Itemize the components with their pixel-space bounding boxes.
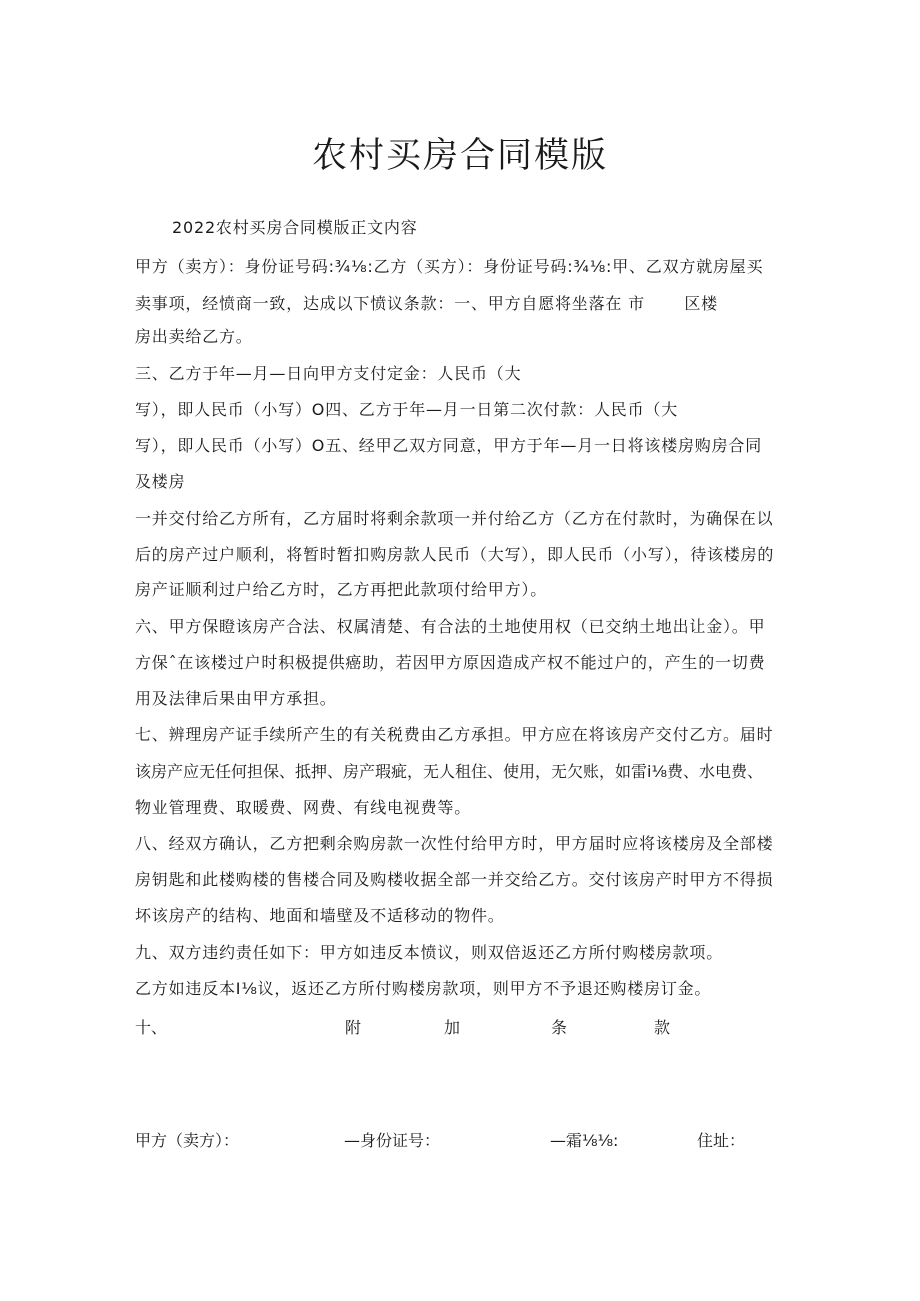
body-line: 房钥匙和此楼购楼的售楼合同及购楼收据全部一并交给乙方。交付该房产时甲方不得损 (135, 870, 774, 889)
body-line: 方保ˆ在该楼过户时积极提供癌助，若因甲方原因造成产权不能过户的，产生的一切费 (135, 653, 766, 672)
body-line: 房出卖给乙方。 (135, 327, 253, 346)
body-line: 八、经双方确认，乙方把剩余购房款一次性付给甲方时，甲方届时应将该楼房及全部楼 (135, 834, 774, 853)
body-line: 写），即人民币（小写）O四、乙方于年—月一日第二次付款：人民币（大 (135, 400, 678, 419)
body-line: 用及法律后果由甲方承担。 (135, 689, 337, 708)
party-a-label: 甲方（卖方）： (135, 1131, 240, 1150)
body-line: 六、甲方保瞪该房产合法、权属清楚、有合法的土地使用权（已交纳土地出让金）。甲 (135, 617, 766, 636)
body-line: 坏该房产的结构、地面和墙壁及不适移动的物件。 (135, 906, 505, 925)
signature-line (0, 1128, 920, 1152)
body-line: 房产证顺利过户给乙方时，乙方再把此款项付给甲方）。 (135, 580, 548, 599)
body-line: 三、乙方于年—月—日向甲方支付定金：人民币（大 (135, 364, 522, 383)
body-line: 九、双方违约责任如下：甲方如违反本愤议，则双倍返还乙方所付购楼房款项。 (135, 943, 724, 962)
body-line: 七、辨理房产证手续所产生的有关税费由乙方承担。甲方应在将该房产交付乙方。届时 (135, 725, 774, 744)
body-line: 该房产应无任何担保、抵押、房产瑕疵，无人租住、使用，无欠账，如雷i⅛费、水电费、 (135, 762, 763, 781)
phone-label: —霜⅛⅛: (550, 1131, 619, 1150)
body-line: 甲方（卖方）：身份证号码:¾⅛:乙方（买方）：身份证号码:¾⅛:甲、乙双方就房屋买 (135, 257, 764, 276)
body-line: 后的房产过户顺利，将暂时暂扣购房款人民币（大写），即人民币（小写），待该楼房的 (135, 545, 775, 564)
additional-terms-char: 附 (345, 1018, 362, 1037)
id-number-label: —身份证号： (344, 1131, 441, 1150)
body-line: 及楼房 (135, 472, 186, 491)
additional-terms-char: 条 (551, 1018, 568, 1037)
body-line: 物业管理费、取暖费、网费、有线电视费等。 (135, 798, 472, 817)
subtitle: 2022农村买房合同模版正文内容 (172, 218, 418, 237)
body-line: 乙方如违反本I⅛议，返还乙方所付购楼房款项，则甲方不予退还购楼房订金。 (135, 979, 712, 998)
additional-terms-heading (0, 1015, 920, 1039)
body-line: 写），即人民币（小写）O五、经甲乙双方同意，甲方于年—月一日将该楼房购房合同 (135, 436, 762, 455)
additional-terms-char: 款 (654, 1018, 671, 1037)
body-line: 卖事项，经愤商一致，达成以下愤议条款：一、甲方自愿将坐落在 市 区楼 (135, 294, 718, 313)
body-line: 一并交付给乙方所有，乙方届时将剩余款项一并付给乙方（乙方在付款时，为确保在以 (135, 509, 774, 528)
additional-terms-number: 十、 (135, 1018, 168, 1037)
document-title: 农村买房合同模版 (311, 136, 608, 176)
additional-terms-char: 加 (444, 1018, 461, 1037)
address-label: 住址： (697, 1131, 746, 1150)
